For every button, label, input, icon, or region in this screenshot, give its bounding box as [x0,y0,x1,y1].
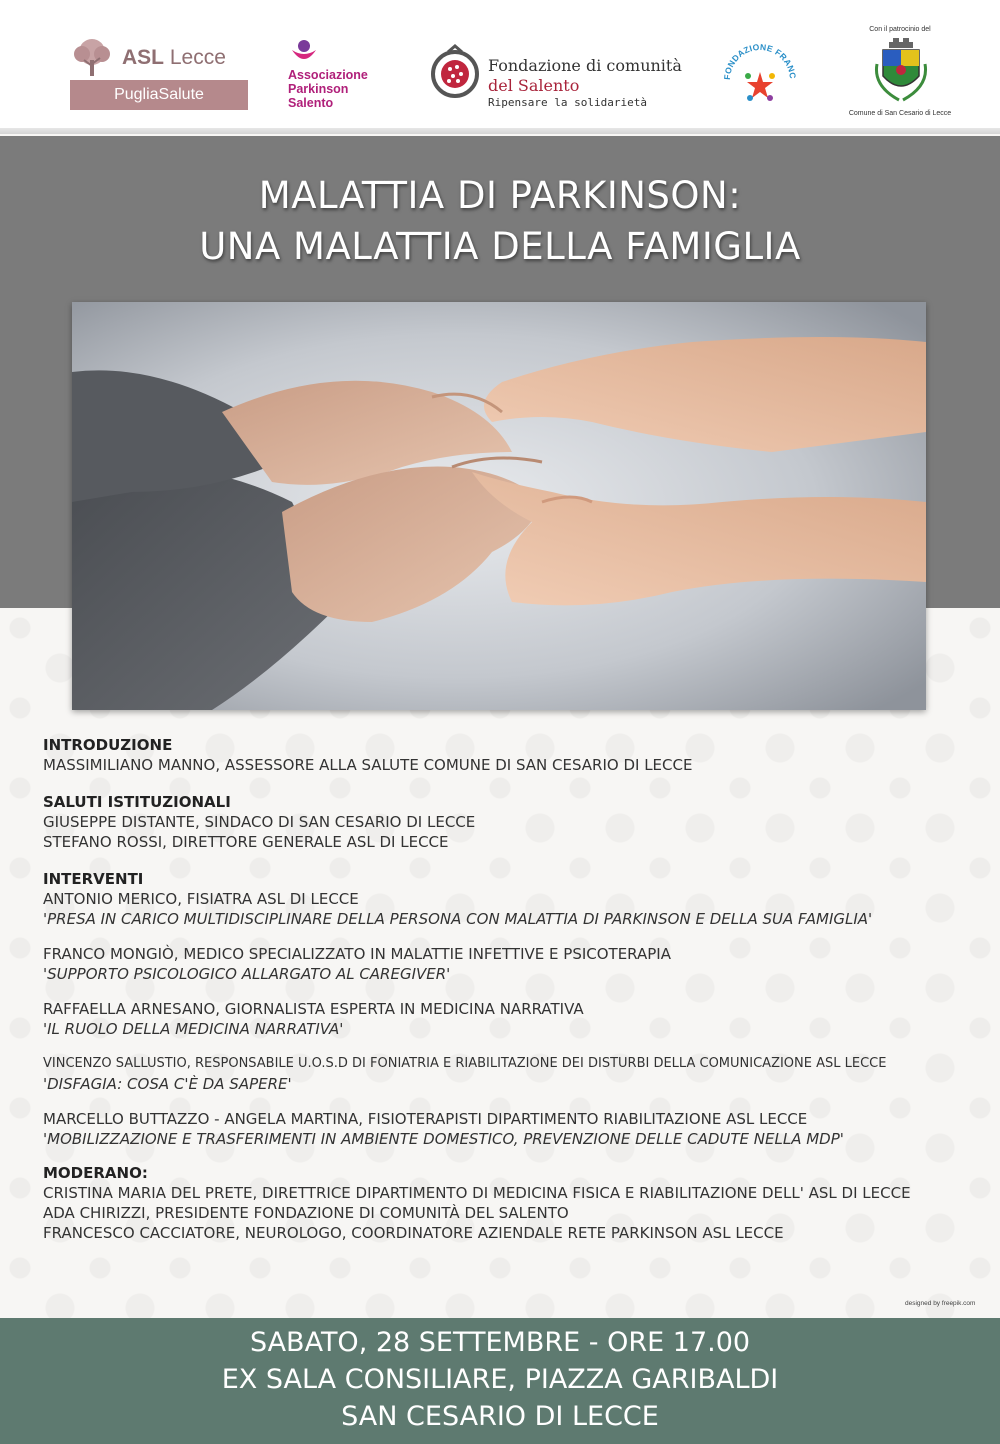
section-heading: INTERVENTI [43,870,144,888]
speaker-line: RAFFAELLA ARNESANO, GIORNALISTA ESPERTA IN MEDICINA NARRATIVA [43,1000,584,1018]
talk-title: 'SUPPORTO PSICOLOGICO ALLARGATO AL CAREGIVER' [43,965,451,983]
star-people-icon [720,36,800,116]
section-heading: MODERANO: [43,1164,148,1182]
section-heading: INTRODUZIONE [43,736,173,754]
svg-text:FONDAZIONE FRANCESCA MASSA: FONDAZIONE FRANC [721,41,799,81]
fondazione-line2: del Salento [488,76,580,95]
section-interventi [43,870,973,1149]
coat-of-arms-icon [873,36,929,104]
talk-title: 'PRESA IN CARICO MULTIDISCIPLINARE DELLA PERSONA CON MALATTIA DI PARKINSON E DELLA SUA FAMIGLIA' [43,910,873,928]
title-line-1: MALATTIA DI PARKINSON: [258,174,742,217]
talk-item [43,944,973,984]
image-credit: designed by freepik.com [905,1300,976,1307]
event-date-time: SABATO, 28 SETTEMBRE - ORE 17.00 [249,1327,751,1358]
asl-lecce-logo [70,38,250,113]
fondazione-tagline: Ripensare la solidarietà [488,96,647,109]
talk-item [43,1109,973,1149]
talk-title: 'IL RUOLO DELLA MEDICINA NARRATIVA' [43,1020,344,1038]
title-line-2: UNA MALATTIA DELLA FAMIGLIA [199,225,801,268]
associazione-parkinson-text: Associazione Parkinson Salento [288,68,368,110]
flower-icon [290,38,318,66]
associazione-parkinson-logo [284,38,404,114]
speaker-line: GIUSEPPE DISTANTE, SINDACO DI SAN CESARIO DI LECCE [43,813,476,831]
comune-patrocinio-logo [840,26,960,122]
tree-icon [70,38,114,78]
pomegranate-icon [428,44,482,100]
speaker-line: ANTONIO MERICO, FISIATRA ASL DI LECCE [43,890,359,908]
puglia-salute-band: PugliaSalute [70,80,248,110]
asl-name: ASL Lecce [122,46,226,69]
comune-name-text: Comune di San Cesario di Lecce [848,110,952,117]
fondazione-masa-logo [720,36,800,116]
speaker-line: MARCELLO BUTTAZZO - ANGELA MARTINA, FISIOTERAPISTI DIPARTIMENTO RIABILITAZIONE ASL LECCE [43,1110,808,1128]
talk-title: 'DISFAGIA: COSA C'È DA SAPERE' [43,1075,292,1093]
talk-item [43,889,973,929]
holding-hands-photo [72,302,926,710]
section-moderano [43,1164,973,1243]
logo-bar [0,0,1000,132]
event-details-footer [0,1318,1000,1444]
speaker-line: VINCENZO SALLUSTIO, RESPONSABILE U.O.S.D DI FONIATRIA E RIABILITAZIONE DEI DISTURBI DELLA COMUNICAZIONE ASL LECCE [43,1056,887,1071]
event-program [43,736,973,1261]
fondazione-line1: Fondazione di comunità [488,56,682,75]
speaker-line: STEFANO ROSSI, DIRETTORE GENERALE ASL DI LECCE [43,833,449,851]
speaker-line: MASSIMILIANO MANNO, ASSESSORE ALLA SALUTE COMUNE DI SAN CESARIO DI LECCE [43,756,693,774]
logo-bar-divider [0,128,1000,134]
section-heading: SALUTI ISTITUZIONALI [43,793,231,811]
event-venue: EX SALA CONSILIARE, PIAZZA GARIBALDI [221,1364,779,1395]
section-introduzione [43,736,973,775]
speaker-line: FRANCO MONGIÒ, MEDICO SPECIALIZZATO IN MALATTIE INFETTIVE E PSICOTERAPIA [43,945,671,963]
moderator-line: CRISTINA MARIA DEL PRETE, DIRETTRICE DIPARTIMENTO DI MEDICINA FISICA E RIABILITAZIONE DELL' ASL DI LECCE [43,1184,911,1202]
talk-title: 'MOBILIZZAZIONE E TRASFERIMENTI IN AMBIENTE DOMESTICO, PREVENZIONE DELLE CADUTE NELLA MDP' [43,1130,844,1148]
talk-item [43,1054,973,1094]
moderator-line: FRANCESCO CACCIATORE, NEUROLOGO, COORDINATORE AZIENDALE RETE PARKINSON ASL LECCE [43,1224,784,1242]
talk-item [43,999,973,1039]
fondazione-comunita-logo [428,40,688,110]
moderator-line: ADA CHIRIZZI, PRESIDENTE FONDAZIONE DI COMUNITÀ DEL SALENTO [43,1204,569,1222]
patrocinio-text: Con il patrocinio del [869,26,931,33]
section-saluti [43,793,973,852]
event-title [0,170,1000,272]
event-town: SAN CESARIO DI LECCE [341,1401,659,1432]
